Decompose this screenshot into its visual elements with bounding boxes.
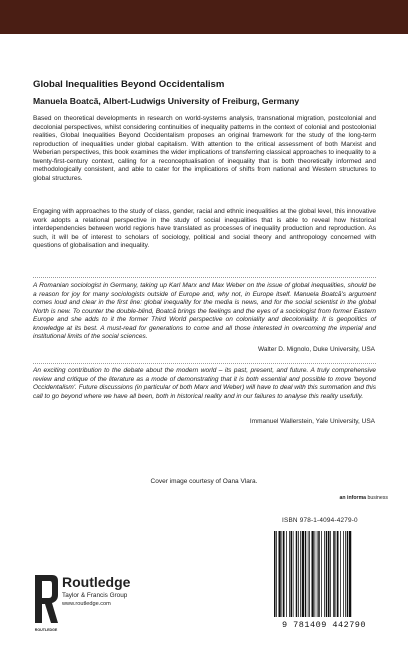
endorsement-quote-1: A Romanian sociologist in Germany, taking up Karl Marx and Max Weber on the issue of global inequalities, should be a reason for joy for many sociologists outside of Europe and, why not, in Europe itself. Manuela Boatcă's argument comes loud and clear in the first line: global inequality for the media is news, and for the social scientist in the global North is new. To counter the double-blind, Boatcă brings the feelings and the eyes of a sociologist from former Eastern Europe and she adds to it the former Third World perspective on coloniality and decoloniality. It is geopolitics of knowledge at its best. A must-read for generations to come and all those interested in overcoming the imperial and institutional limits of the social sciences. — [33, 282, 376, 341]
description-paragraph-2: Engaging with approaches to the study of class, gender, racial and ethnic inequalities at the global level, this innovative work adopts a relational perspective in the study of social inequalities that is able to reveal how historical interdependencies between world regions have translated as processes of inequality production and reproduction. As such, it will be of interest to scholars of sociology, political and social theory and anthropology concerned with questions of globalisation and inequality. — [33, 208, 376, 250]
publisher-website: www.routledge.com — [62, 601, 111, 607]
cover-image-credit: Cover image courtesy of Oana Vlara. — [150, 478, 258, 485]
isbn-label: ISBN 978-1-4094-4279-0 — [282, 517, 358, 524]
barcode-bars-icon — [274, 531, 374, 619]
publisher-block — [62, 574, 130, 608]
book-title: Global Inequalities Beyond Occidentalism — [33, 79, 225, 90]
informa-bold-text: an informa — [339, 495, 367, 501]
top-color-band — [0, 0, 408, 34]
endorsement-quote-2: An exciting contribution to the debate about the modern world – its past, present, and future. A truly comprehensive review and critique of the literature as a mode of demonstrating that it is both essential and possible to move 'beyond Occidentalism'. Future discussions (in particular of both Marx and Weber) will have to deal with this summation and this call to go beyond where we have all been, both in historical reality and in our failures to analyse this reality usefully. — [33, 367, 376, 400]
endorsement-attribution-2: Immanuel Wallerstein, Yale University, USA — [249, 418, 375, 425]
barcode-number: 9 781409 442790 — [281, 620, 366, 630]
description-paragraph-1: Based on theoretical developments in research on world-systems analysis, transnational migration, postcolonial and decolonial perspectives, whilst considering continuities of inequality patterns in the context of colonial and postcolonial realities, Global Inequalities Beyond Occidentalism proposes an original framework for the study of the long-term reproduction of inequalities under global capitalism. With attention to the critical assessment of both Marxist and Weberian perspectives, this book examines the wider implications of transferring classical approaches to inequality to a twenty-first-century context, calling for a reconceptualisation of inequality that is both theoretically informed and methodologically consistent, and able to cater for the implications of shifts from national and Western structures to global structures. — [33, 115, 376, 182]
divider — [33, 363, 376, 364]
routledge-logo-icon — [32, 573, 60, 633]
endorsement-attribution-1: Walter D. Mignolo, Duke University, USA — [257, 346, 375, 353]
author-line: Manuela Boatcă, Albert-Ludwigs University of Freiburg, Germany — [33, 96, 300, 106]
publisher-group: Taylor & Francis Group — [62, 592, 128, 599]
informa-rest-text: business — [366, 495, 388, 501]
logo-wordmark: ROUTLEDGE — [34, 628, 58, 632]
informa-business-tag — [340, 495, 388, 501]
isbn-barcode — [262, 527, 386, 633]
divider — [33, 277, 376, 278]
publisher-name: Routledge — [62, 574, 131, 590]
